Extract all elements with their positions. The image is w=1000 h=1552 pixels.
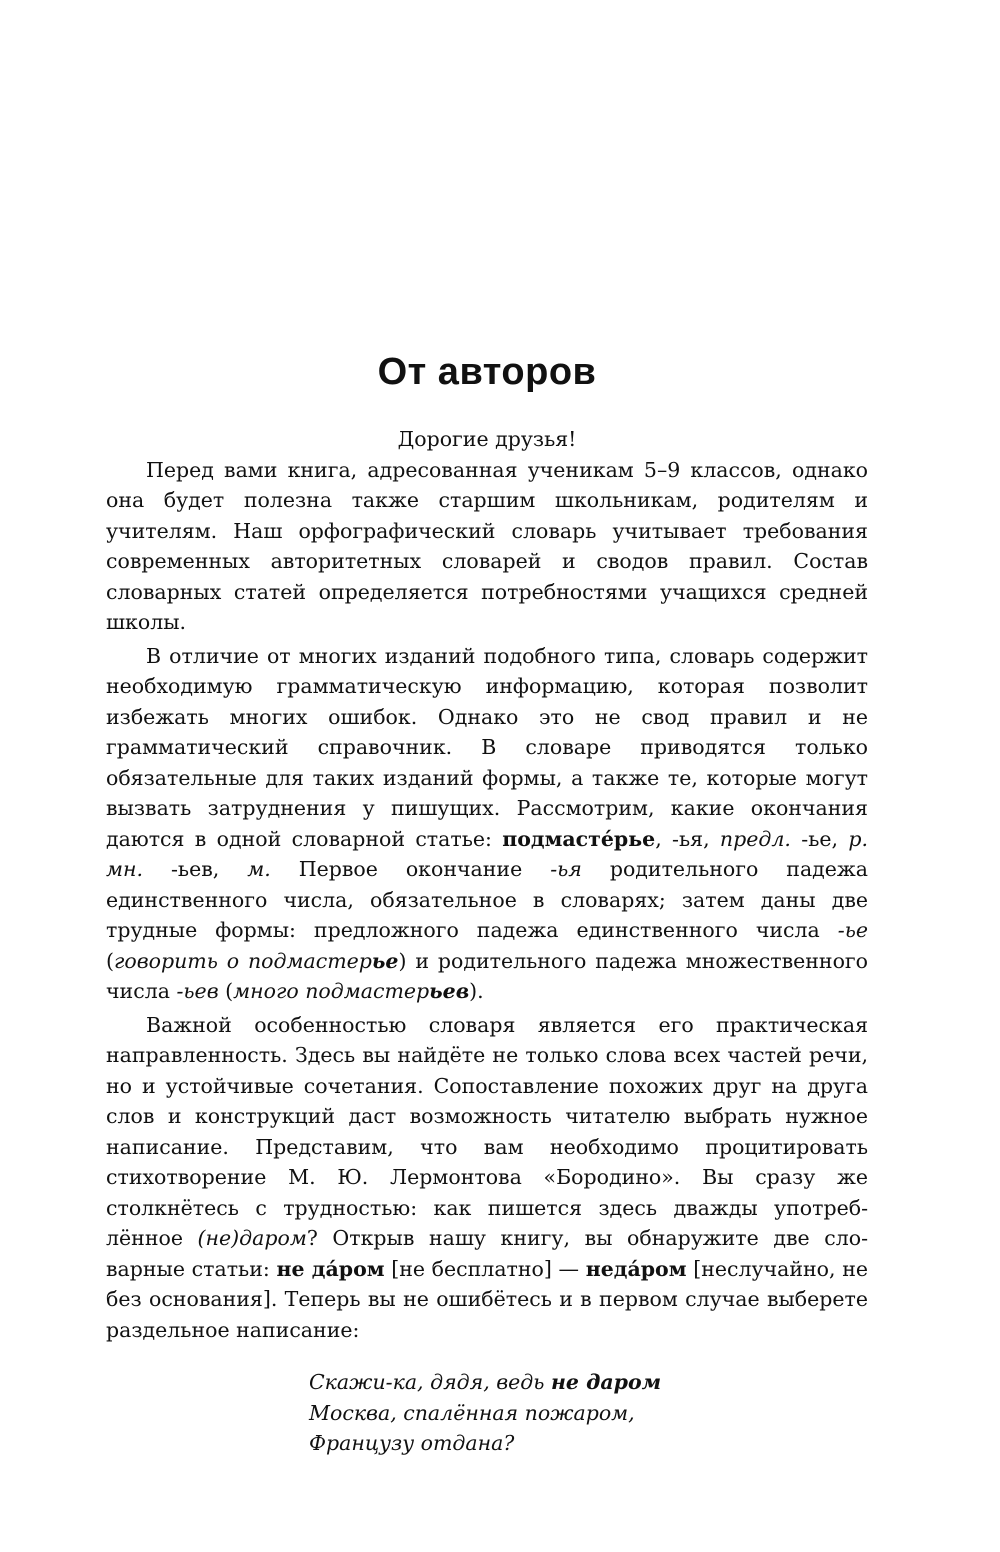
paragraph-2-text: ). bbox=[469, 979, 484, 1003]
poem-line-text: Скажи-ка, дядя, ведь bbox=[309, 1370, 551, 1394]
page-title: От авторов bbox=[377, 351, 597, 393]
paragraph-2-text: ) и родительного падежа множественного числа bbox=[106, 948, 868, 1003]
example-phrase bbox=[233, 979, 469, 1003]
document-body bbox=[106, 424, 868, 1459]
paragraph-3-text: ? Открыв нашу книгу, вы обнаружите две словарные статьи: bbox=[106, 1226, 868, 1281]
poem-line-3: Французу отдана? bbox=[309, 1431, 515, 1455]
paragraph-2 bbox=[106, 641, 868, 1007]
dictionary-entry: неда́ром bbox=[585, 1256, 687, 1281]
paragraph-2-text: ( bbox=[218, 979, 234, 1003]
greeting: Дорогие друзья! bbox=[397, 427, 577, 451]
poem-line-1 bbox=[309, 1367, 868, 1398]
paragraph-3-text: Важной особенностью словаря является его практическая направленность. Здесь вы найдёте не только слова всех частей речи, но и устойчивые сочетания. Сопоставление похожих друг на друга слов и конструкций даст возможность читателю выбрать нужное написание. Представим, что вам необходимо процитировать стихотворение М. Ю. Лермонтова «Бородино». Вы сразу же столкнётесь с трудностью: как пишется здесь дважды употреблённое bbox=[106, 1012, 868, 1250]
paragraph-1: Перед вами книга, адресованная ученикам 5–9 классов, однако она будет полезна также старшим школьникам, родителям и учителям. Наш орфографический словарь учитывает требования современных авторитетных словарей и сводов правил. Состав словарных статей определяется потребностями учащихся средней школы. bbox=[106, 457, 868, 634]
example-stem: говорить о подмастер bbox=[114, 948, 372, 973]
abbreviation: р. мн. bbox=[106, 826, 868, 881]
abbreviation: м. bbox=[247, 857, 271, 881]
abbreviation: предл. bbox=[719, 826, 791, 851]
example-stem: много подмастер bbox=[233, 979, 430, 1003]
gloss: [неслучайно, не без основания]. Теперь вы не ошибётесь и в первом случае выберете раздельное написание: bbox=[106, 1256, 868, 1342]
poem-quote bbox=[309, 1367, 868, 1459]
gloss: [не бесплатно] — bbox=[384, 1256, 586, 1281]
ending: -ье bbox=[837, 918, 868, 942]
paragraph-2-text: В отличие от многих изданий подобного типа, словарь содержит необходимую грамматическую информацию, которая позволит избежать многих ошибок. Однако это не свод правил и не грамматический справочник. В словаре приводятся только обязательные для таких изданий формы, а также те, которые могут вызвать затруднения у пишущих. Рассмотрим, какие окончания даются в одной словарной статье: bbox=[106, 643, 868, 851]
paragraph-2-text: родительного падежа единственного числа, обязательное в словарях; затем даны две трудные формы: предложного падежа единственного числа bbox=[106, 857, 868, 942]
dictionary-entry: не да́ром bbox=[276, 1256, 385, 1281]
example-phrase bbox=[114, 949, 398, 973]
paragraph-3 bbox=[106, 1010, 868, 1346]
example-ending: ьев bbox=[429, 979, 470, 1003]
paragraph-2-text: , -ья, bbox=[655, 826, 720, 851]
paragraph-2-text: Первое окончание bbox=[270, 857, 551, 881]
ending: -ья bbox=[550, 857, 582, 881]
poem-line-2: Москва, спалённая пожаром, bbox=[309, 1400, 635, 1425]
document-page bbox=[106, 0, 868, 1552]
paragraph-2-text: ( bbox=[106, 948, 114, 973]
term: (не)даром bbox=[197, 1226, 307, 1250]
poem-emphasis: не даром bbox=[550, 1370, 662, 1394]
headword: подмасте́рье bbox=[502, 826, 656, 851]
paragraph-2-text: -ье, bbox=[790, 826, 849, 851]
example-ending: ье bbox=[371, 948, 399, 973]
ending: -ьев bbox=[176, 979, 219, 1003]
paragraph-2-text: -ьев, bbox=[143, 857, 248, 881]
